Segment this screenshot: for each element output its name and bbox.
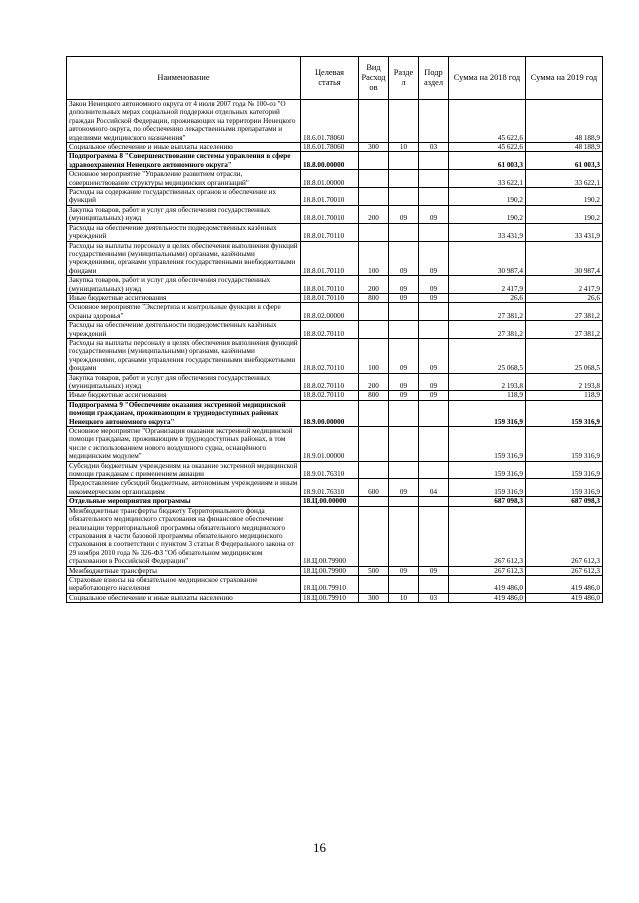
row-sum-2018: 25 068,5 [449, 338, 526, 373]
row-target-code: 18.9.01.76310 [301, 461, 359, 479]
row-razdel [389, 100, 419, 143]
row-podrazdel [419, 427, 449, 462]
row-target-code: 18.6.01.78060 [301, 100, 359, 143]
row-name: Отдельные мероприятия программы [67, 497, 301, 506]
row-vid [359, 303, 389, 321]
table-row [67, 205, 603, 223]
row-sum-2018: 30 987,4 [449, 241, 526, 276]
row-razdel: 10 [389, 593, 419, 602]
page-number: 16 [313, 840, 326, 855]
row-sum-2018: 26,6 [449, 293, 526, 302]
row-sum-2018: 27 381,2 [449, 321, 526, 339]
row-vid [359, 575, 389, 593]
row-podrazdel [419, 100, 449, 143]
row-sum-2019: 27 381,2 [526, 321, 603, 339]
row-sum-2018: 45 622,6 [449, 143, 526, 152]
row-vid: 100 [359, 241, 389, 276]
row-target-code: 18.8.02.00000 [301, 303, 359, 321]
row-name: Подпрограмма 9 "Обеспечение оказания экстренной медицинской помощи гражданам, проживающим в труднодоступных районах Ненецкого автономного округа" [67, 400, 301, 426]
row-vid: 100 [359, 338, 389, 373]
table-body [67, 100, 603, 603]
row-sum-2019: 159 316,9 [526, 479, 603, 497]
header-razdel: Разде л [389, 57, 419, 100]
row-vid: 200 [359, 205, 389, 223]
table-row [67, 566, 603, 575]
row-podrazdel: 09 [419, 276, 449, 294]
row-target-code: 18.Ц.00.79910 [301, 593, 359, 602]
row-vid [359, 427, 389, 462]
row-podrazdel [419, 170, 449, 188]
row-name: Расходы на содержание государственных органов и обеспечение их функций [67, 188, 301, 206]
row-sum-2019: 27 381,2 [526, 303, 603, 321]
row-vid: 500 [359, 566, 389, 575]
row-vid [359, 321, 389, 339]
row-sum-2019: 33 431,9 [526, 223, 603, 241]
row-target-code: 18.8.01.00000 [301, 170, 359, 188]
row-sum-2019: 30 987,4 [526, 241, 603, 276]
row-name: Предоставление субсидий бюджетным, автономным учреждениям и иным некоммерческим организациям [67, 479, 301, 497]
table-row [67, 461, 603, 479]
row-name: Закон Ненецкого автономного округа от 4 июля 2007 года № 100-оз "О дополнительных мерах социальной поддержки отдельных категорий граждан Российской Федерации, проживающих на территории Ненецкого автономного округа, по обеспечению лекарственными препаратами и изделиями медицинского назначения" [67, 100, 301, 143]
row-sum-2018: 267 612,3 [449, 506, 526, 566]
row-sum-2019: 159 316,9 [526, 400, 603, 426]
row-razdel: 09 [389, 373, 419, 391]
row-sum-2019: 61 003,3 [526, 152, 603, 170]
row-razdel [389, 188, 419, 206]
row-sum-2019: 687 098,3 [526, 497, 603, 506]
row-name: Закупка товаров, работ и услуг для обеспечения государственных (муниципальных) нужд [67, 373, 301, 391]
row-name: Закупка товаров, работ и услуг для обеспечения государственных (муниципальных) нужд [67, 205, 301, 223]
table-row [67, 427, 603, 462]
table-row [67, 391, 603, 400]
row-razdel [389, 506, 419, 566]
row-sum-2019: 2 193,8 [526, 373, 603, 391]
row-vid [359, 170, 389, 188]
row-podrazdel: 09 [419, 293, 449, 302]
row-name: Расходы на выплаты персоналу в целях обеспечения выполнения функций государственными (муниципальными) органами, казёнными учреждениями, органами управления государственными внебюджетными фондами [67, 338, 301, 373]
row-podrazdel [419, 575, 449, 593]
row-sum-2018: 159 316,9 [449, 427, 526, 462]
row-razdel: 09 [389, 391, 419, 400]
budget-table [66, 56, 603, 603]
table-row [67, 152, 603, 170]
row-target-code: 18.Ц.00.79900 [301, 566, 359, 575]
row-sum-2019: 159 316,9 [526, 461, 603, 479]
row-razdel: 09 [389, 338, 419, 373]
row-podrazdel: 04 [419, 479, 449, 497]
row-target-code: 18.9.00.00000 [301, 400, 359, 426]
row-sum-2019: 48 188,9 [526, 143, 603, 152]
row-podrazdel: 09 [419, 566, 449, 575]
row-target-code: 18.Ц.00.79900 [301, 506, 359, 566]
row-sum-2019: 190,2 [526, 205, 603, 223]
row-vid [359, 152, 389, 170]
row-podrazdel: 09 [419, 391, 449, 400]
row-sum-2019: 267 612,3 [526, 566, 603, 575]
table-row [67, 303, 603, 321]
row-target-code: 18.8.01.70110 [301, 241, 359, 276]
header-sum-2018: Сумма на 2018 год [449, 57, 526, 100]
row-target-code: 18.8.02.70110 [301, 373, 359, 391]
table-row [67, 276, 603, 294]
row-razdel [389, 461, 419, 479]
row-podrazdel [419, 188, 449, 206]
table-row [67, 400, 603, 426]
row-razdel [389, 321, 419, 339]
row-sum-2019: 267 612,3 [526, 506, 603, 566]
row-sum-2018: 190,2 [449, 188, 526, 206]
row-vid [359, 188, 389, 206]
row-name: Социальное обеспечение и иные выплаты населению [67, 593, 301, 602]
row-podrazdel [419, 497, 449, 506]
table-row [67, 100, 603, 143]
row-vid: 200 [359, 373, 389, 391]
row-name: Расходы на обеспечение деятельности подведомственных казённых учреждений [67, 223, 301, 241]
row-podrazdel: 09 [419, 205, 449, 223]
row-sum-2018: 267 612,3 [449, 566, 526, 575]
row-vid: 300 [359, 593, 389, 602]
row-razdel: 09 [389, 293, 419, 302]
row-name: Межбюджетные трансферты [67, 566, 301, 575]
row-sum-2019: 118,9 [526, 391, 603, 400]
row-target-code: 18.8.02.70110 [301, 321, 359, 339]
row-razdel: 10 [389, 143, 419, 152]
row-sum-2018: 45 622,6 [449, 100, 526, 143]
row-target-code: 18.9.01.00000 [301, 427, 359, 462]
row-podrazdel [419, 461, 449, 479]
row-podrazdel [419, 400, 449, 426]
row-razdel [389, 575, 419, 593]
row-name: Страховые взносы на обязательное медицинское страхование неработающего населения [67, 575, 301, 593]
row-vid: 800 [359, 293, 389, 302]
row-target-code: 18.8.02.70110 [301, 391, 359, 400]
header-name: Наименование [67, 57, 301, 100]
row-name: Основное мероприятие "Управление развитием отрасли, совершенствование структуры медицинских организаций" [67, 170, 301, 188]
row-vid [359, 223, 389, 241]
row-sum-2018: 419 486,0 [449, 575, 526, 593]
row-razdel: 09 [389, 205, 419, 223]
row-name: Расходы на обеспечение деятельности подведомственных казённых учреждений [67, 321, 301, 339]
row-sum-2019: 33 622,1 [526, 170, 603, 188]
row-razdel: 09 [389, 241, 419, 276]
row-podrazdel [419, 321, 449, 339]
row-razdel [389, 223, 419, 241]
row-sum-2019: 2 417,9 [526, 276, 603, 294]
row-sum-2018: 33 622,1 [449, 170, 526, 188]
row-name: Основное мероприятие "Организация оказания экстренной медицинской помощи гражданам, проживающим в труднодоступных районах, в том числе с использованием нового воздушного судна, оснащённого медицинским модулем" [67, 427, 301, 462]
table-row [67, 497, 603, 506]
table-row [67, 321, 603, 339]
row-podrazdel [419, 303, 449, 321]
row-target-code: 18.Ц.00.79910 [301, 575, 359, 593]
row-target-code: 18.8.01.70010 [301, 188, 359, 206]
row-name: Субсидии бюджетным учреждениям на оказание экстренной медицинской помощи гражданам с применением авиации [67, 461, 301, 479]
table-row [67, 506, 603, 566]
row-target-code: 18.8.00.00000 [301, 152, 359, 170]
row-podrazdel [419, 223, 449, 241]
row-razdel [389, 303, 419, 321]
row-sum-2019: 419 486,0 [526, 593, 603, 602]
row-vid: 600 [359, 479, 389, 497]
row-sum-2019: 419 486,0 [526, 575, 603, 593]
row-name: Социальное обеспечение и иные выплаты населению [67, 143, 301, 152]
row-vid: 200 [359, 276, 389, 294]
header-podrazdel: Подр аздел [419, 57, 449, 100]
row-target-code: 18.6.01.78060 [301, 143, 359, 152]
row-target-code: 18.8.01.70110 [301, 223, 359, 241]
row-vid [359, 100, 389, 143]
header-sum-2019: Сумма на 2019 год [526, 57, 603, 100]
row-razdel: 09 [389, 276, 419, 294]
row-vid: 300 [359, 143, 389, 152]
row-name: Закупка товаров, работ и услуг для обеспечения государственных (муниципальных) нужд [67, 276, 301, 294]
row-sum-2018: 2 417,9 [449, 276, 526, 294]
table-header-row [67, 57, 603, 100]
row-razdel [389, 170, 419, 188]
row-target-code: 18.8.02.70110 [301, 338, 359, 373]
row-razdel: 09 [389, 566, 419, 575]
row-target-code: 18.9.01.76310 [301, 479, 359, 497]
row-target-code: 18.8.01.70110 [301, 276, 359, 294]
row-target-code: 18.8.01.70010 [301, 205, 359, 223]
row-name: Иные бюджетные ассигнования [67, 391, 301, 400]
row-sum-2018: 61 003,3 [449, 152, 526, 170]
row-vid [359, 506, 389, 566]
row-razdel [389, 497, 419, 506]
table-row [67, 188, 603, 206]
row-sum-2018: 27 381,2 [449, 303, 526, 321]
row-sum-2019: 48 188,9 [526, 100, 603, 143]
table-row [67, 338, 603, 373]
row-razdel: 09 [389, 479, 419, 497]
row-razdel [389, 400, 419, 426]
table-row [67, 223, 603, 241]
table-row [67, 373, 603, 391]
row-sum-2018: 33 431,9 [449, 223, 526, 241]
table-row [67, 479, 603, 497]
row-name: Расходы на выплаты персоналу в целях обеспечения выполнения функций государственными (муниципальными) органами, казёнными учреждениями, органами управления государственными внебюджетными фондами [67, 241, 301, 276]
row-sum-2018: 419 486,0 [449, 593, 526, 602]
row-razdel [389, 152, 419, 170]
header-target: Целевая статья [301, 57, 359, 100]
row-podrazdel: 03 [419, 593, 449, 602]
table-row [67, 143, 603, 152]
row-podrazdel: 09 [419, 241, 449, 276]
row-razdel [389, 427, 419, 462]
row-name: Иные бюджетные ассигнования [67, 293, 301, 302]
row-sum-2018: 118,9 [449, 391, 526, 400]
row-podrazdel: 09 [419, 373, 449, 391]
row-target-code: 18.Ц.00.00000 [301, 497, 359, 506]
row-sum-2018: 687 098,3 [449, 497, 526, 506]
row-name: Подпрограмма 8 "Совершенствование системы управления в сфере здравоохранения Ненецкого автономного округа" [67, 152, 301, 170]
table-row [67, 575, 603, 593]
row-sum-2019: 26,6 [526, 293, 603, 302]
row-sum-2019: 25 068,5 [526, 338, 603, 373]
row-podrazdel: 09 [419, 338, 449, 373]
row-podrazdel [419, 152, 449, 170]
row-vid: 800 [359, 391, 389, 400]
row-sum-2018: 159 316,9 [449, 461, 526, 479]
row-sum-2018: 190,2 [449, 205, 526, 223]
row-sum-2018: 159 316,9 [449, 479, 526, 497]
row-podrazdel [419, 506, 449, 566]
row-vid [359, 461, 389, 479]
table-row [67, 293, 603, 302]
header-vid: Вид Расход ов [359, 57, 389, 100]
table-row [67, 593, 603, 602]
row-sum-2019: 190,2 [526, 188, 603, 206]
row-vid [359, 400, 389, 426]
row-name: Межбюджетные трансферты бюджету Территориального фонда обязательного медицинского страхования на финансовое обеспечение реализации территориальной программы обязательного медицинского страхования в части базовой программы обязательного медицинского страхования в соответствии с пунктом 3 статьи 8 Федерального закона от 29 ноября 2010 года № 326-ФЗ "Об обязательном медицинском страховании в Российской Федерации" [67, 506, 301, 566]
row-sum-2018: 2 193,8 [449, 373, 526, 391]
row-vid [359, 497, 389, 506]
row-name: Основное мероприятие "Экспертиза и контрольные функции в сфере охраны здоровья" [67, 303, 301, 321]
table-row [67, 170, 603, 188]
row-target-code: 18.8.01.70110 [301, 293, 359, 302]
table-row [67, 241, 603, 276]
row-podrazdel: 03 [419, 143, 449, 152]
row-sum-2018: 159 316,9 [449, 400, 526, 426]
row-sum-2019: 159 316,9 [526, 427, 603, 462]
